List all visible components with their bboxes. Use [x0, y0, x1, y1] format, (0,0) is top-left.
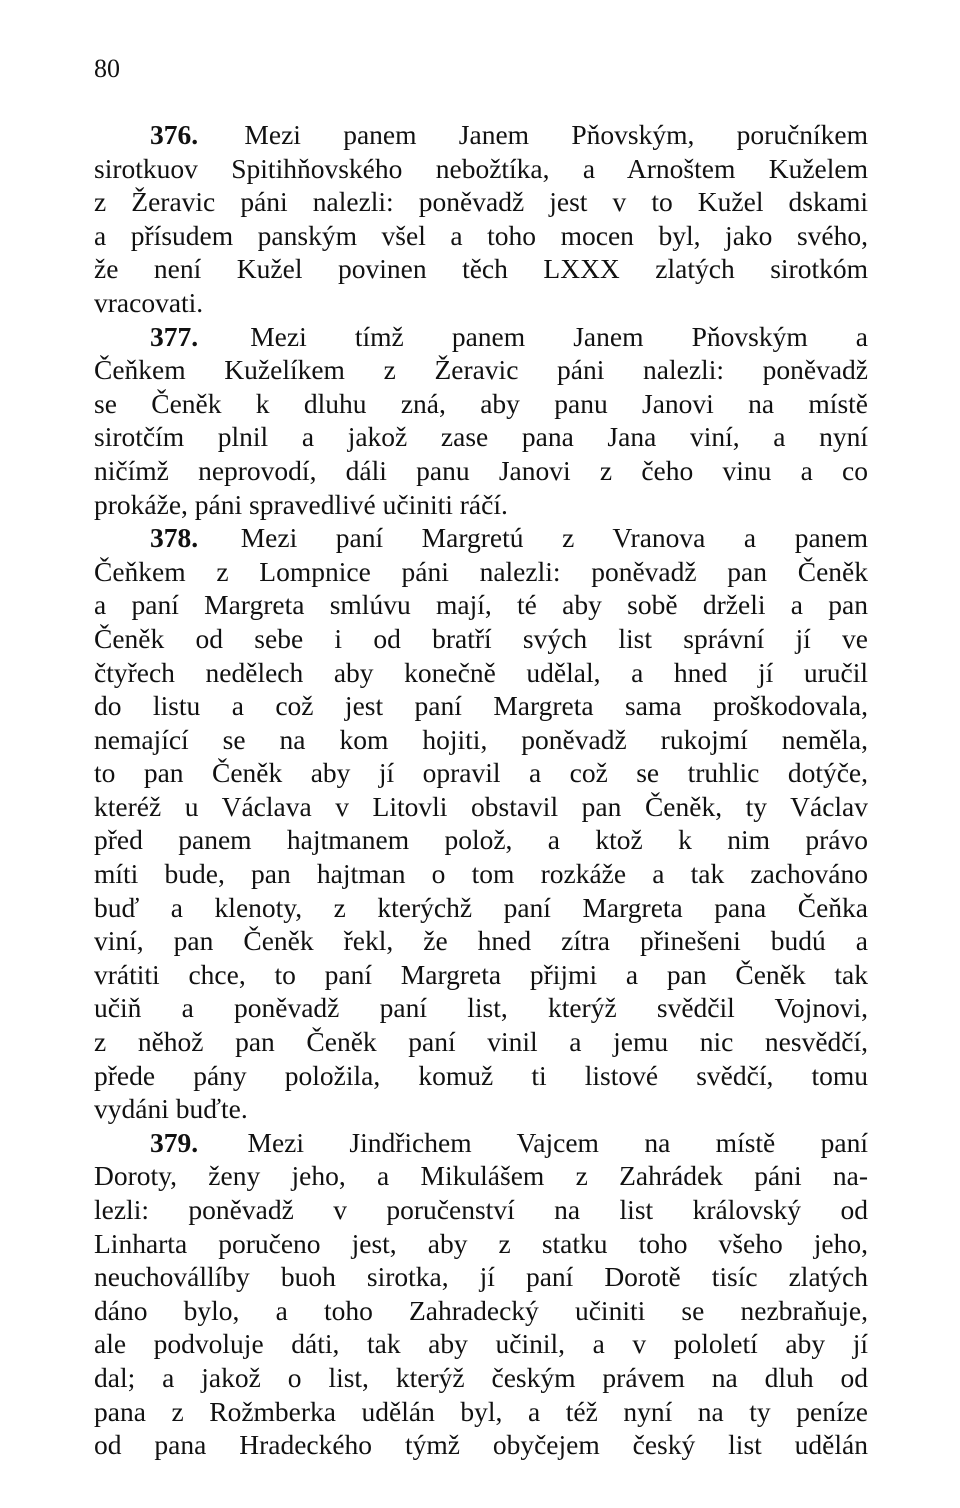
paragraph-line: nemající se na kom hojiti, poněvadž rukojmí neměla, [94, 723, 868, 755]
paragraph-line: Čeňkem Kuželíkem z Žeravic páni nalezli: poněvadž [94, 354, 868, 386]
paragraph-line [94, 521, 868, 555]
paragraph-line [94, 118, 868, 152]
page-number: 80 [94, 54, 120, 83]
paragraph-line: se Čeněk k dluhu zná, aby panu Janovi na místě [94, 387, 868, 419]
document-body [94, 118, 868, 1462]
paragraph-line: vydáni buďte. [94, 1093, 248, 1125]
paragraph-line: míti bude, pan hajtman o tom rozkáže a tak zachováno [94, 858, 868, 890]
paragraph-line [94, 1126, 868, 1160]
paragraph-line: buď a klenoty, z kterýchž paní Margreta pana Čeňka [94, 891, 868, 923]
paragraph-line: Doroty, ženy jeho, a Mikulášem z Zahrádek páni na- [94, 1160, 868, 1192]
paragraph-line: Čeňkem z Lompnice páni nalezli: poněvadž pan Čeněk [94, 555, 868, 587]
paragraph-line: ničímž neprovodí, dáli panu Janovi z čeho vinu a co [94, 454, 868, 486]
paragraph-line: neuchovállíby buoh sirotka, jí paní Dorotě tisíc zlatých [94, 1261, 868, 1293]
paragraph-line: lezli: poněvadž v poručenství na list královský od [94, 1194, 868, 1225]
line-text: Mezi panem Janem Pňovským, poručníkem [244, 119, 868, 150]
paragraph-number: 376. [150, 119, 199, 150]
paragraph-line: od pana Hradeckého týmž obyčejem český list udělán [94, 1429, 868, 1461]
paragraph-line: sirotkuov Spitihňovského nebožtíka, a Arnoštem Kuželem [94, 152, 868, 184]
paragraph-number: 379. [150, 1126, 199, 1158]
line-text: Mezi tímž panem Janem Pňovským a [250, 320, 868, 352]
paragraph-line: z něhož pan Čeněk paní vinil a jemu nic nesvědčí, [94, 1026, 868, 1058]
paragraph-line: kteréž u Václava v Litovli obstavil pan Čeněk, ty Václav [94, 790, 868, 822]
paragraph-line: sirotčím plnil a jakož zase pana Jana viní, a nyní [94, 421, 868, 453]
paragraph-line: prokáže, páni spravedlivé učiniti ráčí. [94, 488, 508, 520]
paragraph-line: ale podvoluje dáti, tak aby učinil, a v pololetí aby jí [94, 1328, 868, 1360]
paragraph-line: vracovati. [94, 286, 204, 318]
paragraph-line: to pan Čeněk aby jí opravil a což se truhlic dotýče, [94, 757, 868, 789]
paragraph-line: Čeněk od sebe i od bratří svých list správní jí ve [94, 622, 868, 654]
paragraph-line: čtyřech nedělech aby konečně udělal, a hned jí uručil [94, 656, 868, 688]
line-text: Mezi Jindřichem Vajcem na místě paní [247, 1126, 868, 1158]
paragraph-line: Linharta poručeno jest, aby z statku toho všeho jeho, [94, 1227, 868, 1259]
paragraph-line: přede pány položila, komuž ti listové svědčí, tomu [94, 1059, 868, 1091]
paragraph-line: pana z Rožmberka udělán byl, a též nyní na ty peníze [94, 1395, 868, 1427]
paragraph-number: 378. [150, 522, 199, 554]
paragraph-line: před panem hajtmanem polož, a ktož k nim právo [94, 824, 868, 856]
paragraph-line: a paní Margreta smlúvu mají, té aby sobě drželi a pan [94, 589, 868, 621]
paragraph-line: z Žeravic páni nalezli: poněvadž jest v to Kužel dskami [94, 186, 868, 218]
paragraph-line: dal; a jakož o list, kterýž českým právem na dluh od [94, 1361, 868, 1393]
paragraph-line: viní, pan Čeněk řekl, že hned zítra přinešeni budú a [94, 925, 868, 957]
paragraph-line [94, 320, 868, 354]
paragraph-line: a přísudem panským všel a toho mocen byl, jako svého, [94, 219, 868, 251]
paragraph-line: že není Kužel povinen těch LXXX zlatých sirotkóm [94, 253, 868, 285]
paragraph-line: do listu a což jest paní Margreta sama proškodovala, [94, 690, 868, 722]
paragraph-line: dáno bylo, a toho Zahradecký učiniti se nezbraňuje, [94, 1294, 868, 1326]
paragraph-number: 377. [150, 320, 199, 352]
paragraph-line: vrátiti chce, to paní Margreta přijmi a pan Čeněk tak [94, 958, 868, 990]
paragraph-line: učiň a poněvadž paní list, kterýž svědčil Vojnovi, [94, 992, 868, 1024]
line-text: Mezi paní Margretú z Vranova a panem [240, 522, 868, 554]
